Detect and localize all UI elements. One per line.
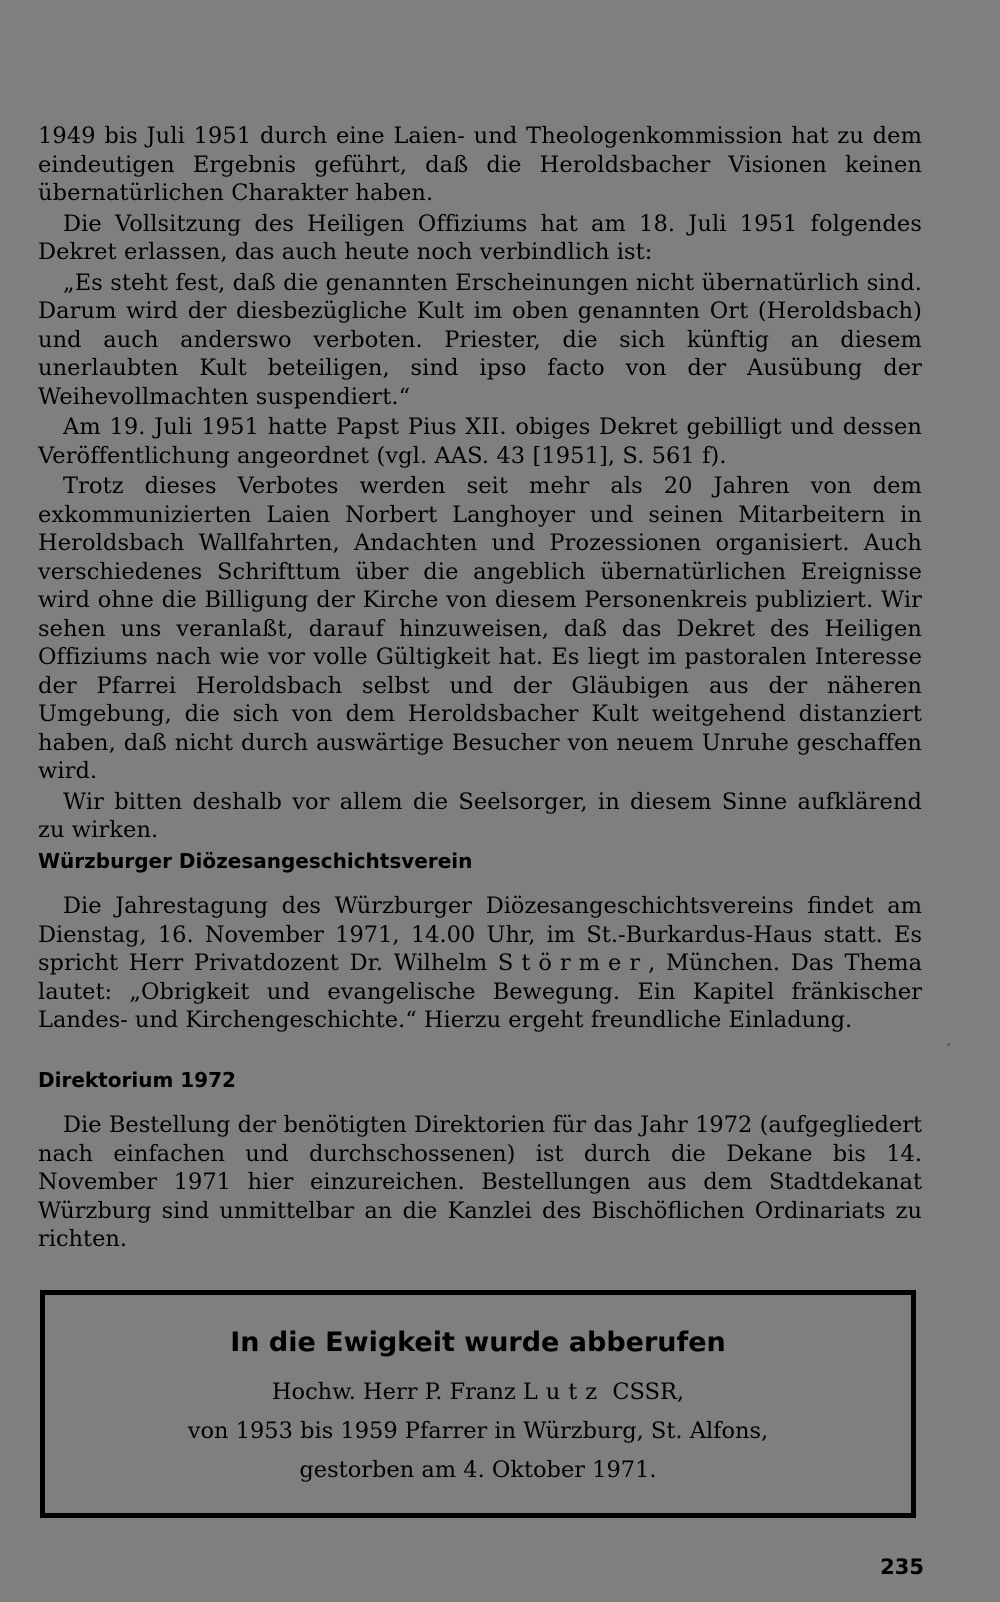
section-text-direktorium: Die Bestellung der benötigten Direktorien für das Jahr 1972 (aufgegliedert nach einfachen und durchschossenen) ist durch die Dekane bis 14. November 1971 hier einzureichen. Bestellungen aus dem Stadtdekanat Würzburg sind unmittelbar an die Kanzlei des Bischöflichen Ordinariats zu richten. [38, 1112, 922, 1252]
obituary-death-line: gestorben am 4. Oktober 1971. [299, 1457, 657, 1483]
geschichtsverein-text-after: , München. Das Thema lautet: „Obrigkeit und evangelische Bewegung. Ein Kapitel fränkischer Landes- und Kirchengeschichte.“ Hierzu ergeht freundliche Einladung. [38, 950, 923, 1033]
obituary-career-line: von 1953 bis 1959 Pfarrer in Würzburg, St. Alfons, [187, 1418, 769, 1444]
speaker-surname: Störmer [497, 950, 649, 976]
paragraph-decree-intro: Die Vollsitzung des Heiligen Offiziums hat am 18. Juli 1951 folgendes Dekret erlassen, das auch heute noch verbindlich ist: [38, 210, 922, 265]
section-text-geschichtsverein [38, 892, 922, 1035]
paragraph-request: Wir bitten deshalb vor allem die Seelsorger, in diesem Sinne aufklärend zu wirken. [38, 788, 922, 843]
main-text-block [38, 122, 922, 847]
section-heading-direktorium: Direktorium 1972 [38, 1068, 236, 1092]
obituary-box [40, 1290, 916, 1518]
obituary-name-prefix: Hochw. Herr P. Franz [271, 1379, 523, 1405]
paragraph-continuation: 1949 bis Juli 1951 durch eine Laien- und Theologenkommission hat zu dem eindeutigen Ergebnis geführt, daß die Heroldsbacher Visionen keinen übernatürlichen Charakter haben. [38, 123, 922, 206]
obituary-title: In die Ewigkeit wurde abberufen [230, 1327, 726, 1358]
paragraph-papal-approval: Am 19. Juli 1951 hatte Papst Pius XII. obiges Dekret gebilligt und dessen Veröffentlichung angeordnet (vgl. AAS. 43 [1951], S. 561 f). [38, 414, 922, 469]
paragraph-decree-quote: „Es steht fest, daß die genannten Erscheinungen nicht übernatürlich sind. Darum wird der diesbezügliche Kult im oben genannten Ort (Heroldsbach) und auch anderswo verboten. Priester, die sich künftig an diesem unerlaubten Kult beteiligen, sind ipso facto von der Ausübung der Weihevollmachten suspendiert.“ [38, 269, 922, 410]
paragraph-heroldsbach-warning: Trotz dieses Verbotes werden seit mehr als 20 Jahren von dem exkommunizierten Laien Norbert Langhoyer und seinen Mitarbeitern in Heroldsbach Wallfahrten, Andachten und Prozessionen organisiert. Auch verschiedenes Schrifttum über die angeblich übernatürlichen Ereignisse wird ohne die Billigung der Kirche von diesem Personenkreis publiziert. Wir sehen uns veranlaßt, darauf hinzuweisen, daß das Dekret des Heiligen Offiziums nach wie vor volle Gültigkeit hat. Es liegt im pastoralen Interesse der Pfarrei Heroldsbach selbst und der Gläubigen aus der näheren Umgebung, die sich von dem Heroldsbacher Kult weitgehend distanziert haben, daß nicht durch auswärtige Besucher von neuem Unruhe geschaffen wird. [38, 473, 922, 784]
section-heading-geschichtsverein: Würzburger Diözesangeschichtsverein [38, 849, 473, 873]
obituary-surname: Lutz [522, 1379, 606, 1405]
page-number: 235 [880, 1555, 924, 1579]
stray-mark: ˇ [946, 1044, 951, 1055]
obituary-name-suffix: CSSR, [605, 1379, 685, 1405]
obituary-name-line [45, 1373, 911, 1412]
geschichtsverein-text-before: Die Jahrestagung des Würzburger Diözesangeschichtsvereins findet am Dienstag, 16. November 1971, 14.00 Uhr, im St.-Burkardus-Haus statt. Es spricht Herr Privatdozent Dr. Wilhelm [38, 893, 922, 976]
